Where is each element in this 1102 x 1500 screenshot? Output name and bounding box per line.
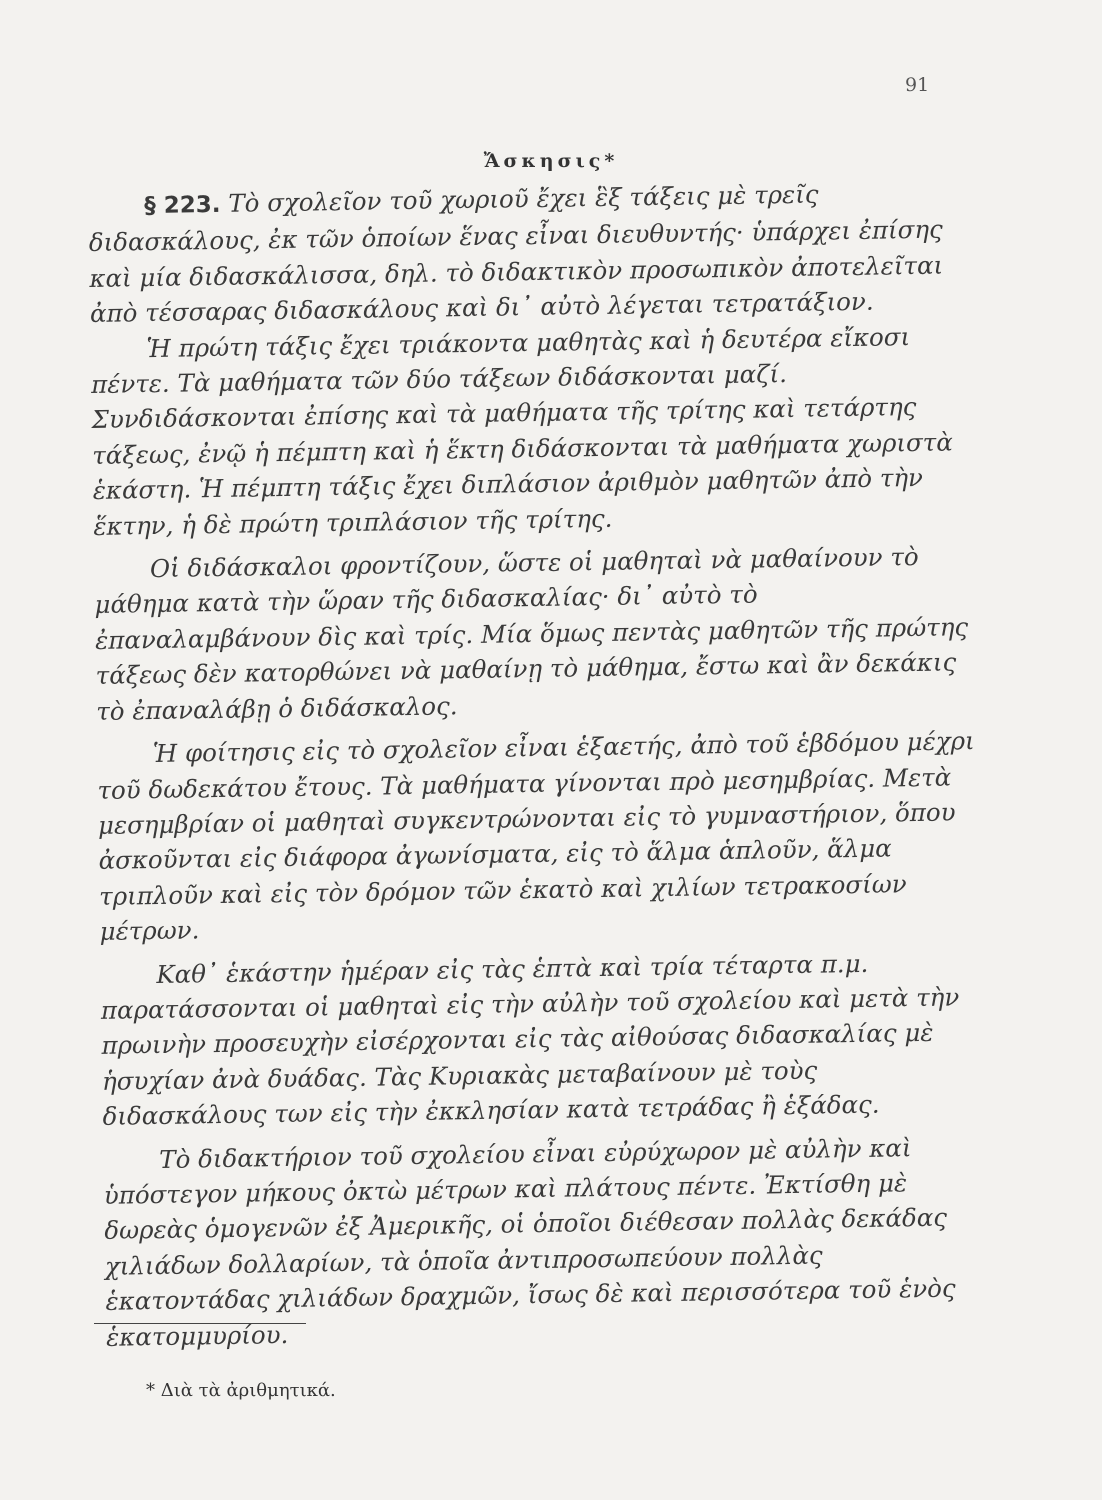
body-text (88, 174, 986, 1355)
paragraph-4: Ἡ φοίτησις εἰς τὸ σχολεῖον εἶναι ἑξαετής, ἀπὸ τοῦ ἑβδόμου μέχρι τοῦ δωδεκάτου ἔτους. Τὰ μαθήματα γίνονται πρὸ μεσημβρίας. Μετὰ μεσημβρίαν οἱ μαθηταὶ συγκεντρώνονται εἰς τὸ γυμναστήριον, ὅπου ἀσκοῦνται εἰς διάφορα ἀγωνίσματα, εἰς τὸ ἅλμα ἁπλοῦν, ἅλμα τριπλοῦν καὶ εἰς τὸν δρόμον τῶν ἑκατὸ καὶ χιλίων τετρακοσίων μέτρων. (97, 726, 975, 947)
footnote-divider (94, 1323, 306, 1324)
paragraph-2: Ἡ πρώτη τάξις ἔχει τριάκοντα μαθητὰς καὶ ἡ δευτέρα εἴκοσι πέντε. Τὰ μαθήματα τῶν δύο τάξεων διδάσκονται μαζί. Συνδιδάσκονται ἐπίσης καὶ τὰ μαθήματα τῆς τρίτης καὶ τετάρτης τάξεως, ἐνῷ ἡ πέμπτη καὶ ἡ ἕκτη διδάσκονται τὰ μαθήματα χωριστὰ ἑκάστη. Ἡ πέμπτη τάξις ἔχει διπλάσιον ἀριθμὸν μαθητῶν ἀπὸ τὴν ἕκτην, ἡ δὲ πρώτη τριπλάσιον τῆς τρίτης. (90, 321, 953, 541)
paragraph-1 (88, 174, 970, 331)
paragraph-6: Τὸ διδακτήριον τοῦ σχολείου εἶναι εὐρύχωρον μὲ αὐλὴν καὶ ὑπόστεγον μήκους ὀκτὼ μέτρων καὶ πλάτους πέντε. Ἐκτίσθη μὲ δωρεὰς ὁμογενῶν ἐξ Ἀμερικῆς, οἱ ὁποῖοι διέθεσαν πολλὰς δεκάδας χιλιάδων δολλαρίων, τὰ ὁποῖα ἀντιπροσωπεύουν πολλὰς ἑκατοντάδας χιλιάδων δραχμῶν, ἴσως δὲ καὶ περισσότερα τοῦ ἑνὸς ἑκατομμυρίου. (103, 1132, 956, 1352)
paragraph-1-text: Τὸ σχολεῖον τοῦ χωριοῦ ἔχει ἓξ τάξεις μὲ τρεῖς διδασκάλους, ἐκ τῶν ὁποίων ἕνας εἶναι διευθυντής· ὑπάρχει ἐπίσης καὶ μία διδασκάλισσα, δηλ. τὸ διδακτικὸν προσωπικὸν ἀποτελεῖται ἀπὸ τέσσαρας διδασκάλους καὶ δι᾽ αὐτὸ λέγεται τετρατάξιον. (88, 179, 944, 329)
exercise-heading: Ἄσκησις* (483, 150, 619, 172)
footnote: * Διὰ τὰ ἀριθμητικά. (146, 1380, 336, 1401)
paragraph-3: Οἱ διδάσκαλοι φροντίζουν, ὥστε οἱ μαθηταὶ νὰ μαθαίνουν τὸ μάθημα κατὰ τὴν ὥραν τῆς διδασκαλίας· δι᾽ αὐτὸ τὸ ἐπαναλαμβάνουν δὶς καὶ τρίς. Μία ὅμως πεντὰς μαθητῶν τῆς πρώτης τάξεως δὲν κατορθώνει νὰ μαθαίνῃ τὸ μάθημα, ἔστω καὶ ἂν δεκάκις τὸ ἐπαναλάβῃ ὁ διδάσκαλος. (94, 542, 969, 726)
page-number: 91 (905, 74, 930, 96)
section-number: § 223. (144, 191, 221, 220)
paragraph-5: Καθ᾽ ἑκάστην ἡμέραν εἰς τὰς ἑπτὰ καὶ τρία τέταρτα π.μ. παρατάσσονται οἱ μαθηταὶ εἰς τὴν αὐλὴν τοῦ σχολείου καὶ μετὰ τὴν πρωινὴν προσευχὴν εἰσέρχονται εἰς τὰς αἰθούσας διδασκαλίας μὲ ἡσυχίαν ἀνὰ δυάδας. Τὰς Κυριακὰς μεταβαίνουν μὲ τοὺς διδασκάλους των εἰς τὴν ἐκκλησίαν κατὰ τετράδας ἢ ἑξάδας. (100, 948, 960, 1132)
